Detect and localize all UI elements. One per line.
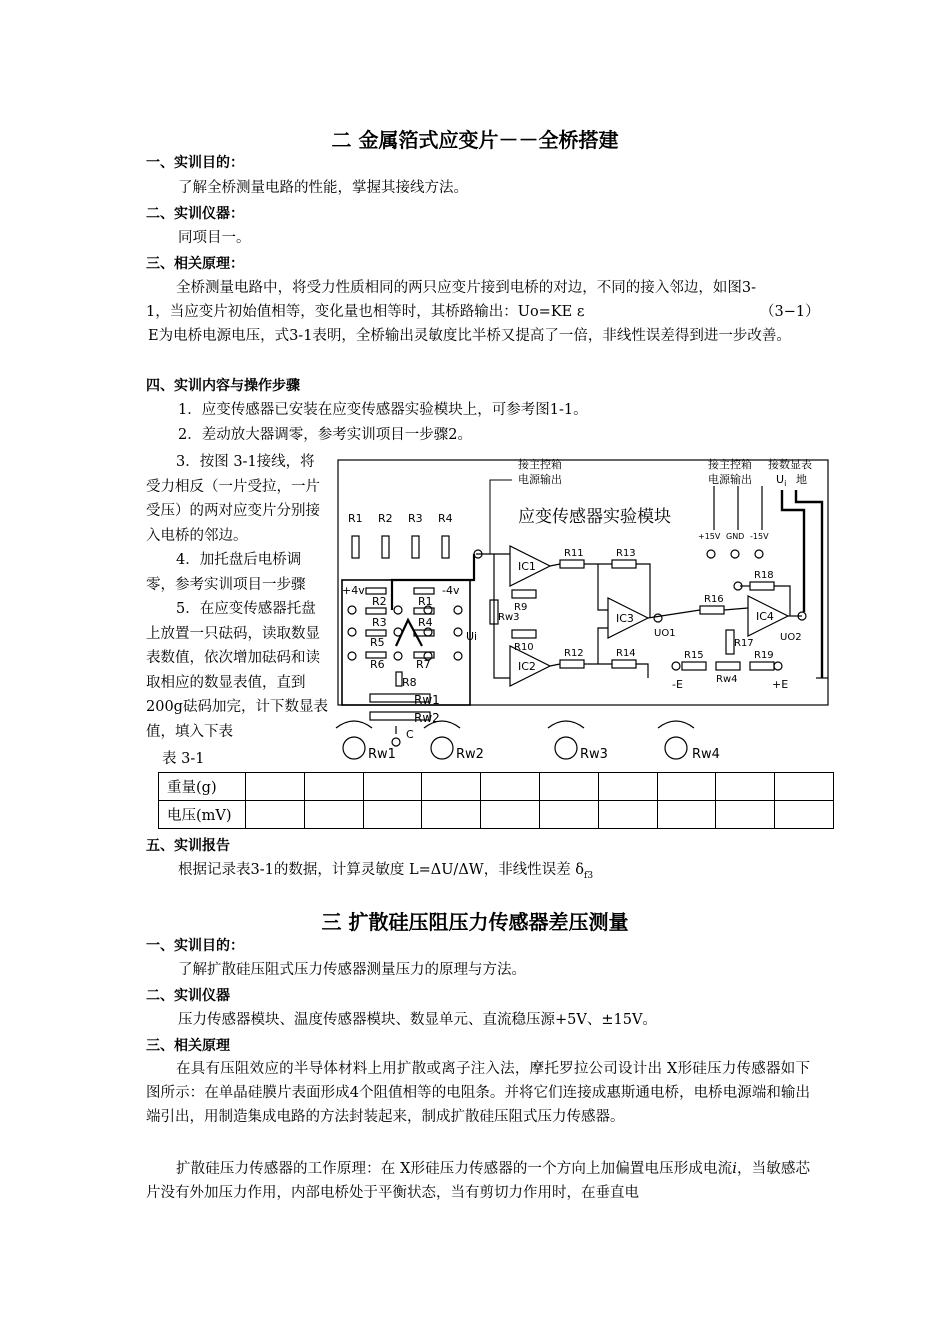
- table-cell[interactable]: [481, 801, 540, 829]
- working-text-b: ，当敏感芯片没有外加压力作用，内部电桥处于平衡状态，当有剪切力作用时，在垂直电: [146, 1161, 810, 1201]
- current-symbol: i: [732, 1161, 737, 1177]
- resistor: [560, 560, 584, 568]
- wire: [550, 664, 560, 666]
- wire: [490, 480, 512, 554]
- resistor: [560, 660, 584, 668]
- ui-label: Ui: [466, 630, 478, 643]
- wire: [598, 628, 608, 664]
- knob-rw1[interactable]: [343, 737, 365, 759]
- terminal[interactable]: [707, 550, 715, 558]
- adjustment-knobs: [336, 721, 720, 762]
- r12-label: R12: [564, 648, 584, 659]
- table-cell[interactable]: [422, 801, 481, 829]
- resistor: [700, 606, 724, 614]
- r9-label: R9: [514, 602, 528, 613]
- table-caption: 表 3-1: [162, 751, 205, 767]
- wire-display-ground: [796, 490, 822, 678]
- table-cell[interactable]: [657, 801, 716, 829]
- r13-label: R13: [616, 548, 636, 559]
- step-5: 5．在应变传感器托盘上放置一只砝码，读取数显表数值，依次增加砝码和读取相应的数显表值，直到200g砝码加完，计下数显表值，填入下表: [146, 601, 328, 740]
- conn-power-line1: 接主控箱: [518, 458, 562, 471]
- bridge-terminals: [348, 554, 474, 746]
- r8-label: R8: [402, 676, 417, 689]
- knob-arc: [548, 721, 584, 728]
- row-label-voltage: 电压(mV): [159, 801, 246, 829]
- strain-gauge-r2: [382, 536, 389, 558]
- section3-title: 三 扩散硅压阻压力传感器差压测量: [321, 910, 629, 934]
- ic3-label: IC3: [616, 612, 634, 625]
- display-ui-label: $U_i$: [776, 473, 787, 488]
- section2-purpose-text: 了解全桥测量电路的性能，掌握其接线方法。: [178, 180, 468, 196]
- section2-report-text: [178, 858, 593, 888]
- plus-e-label: +E: [772, 678, 789, 691]
- strain-gauges: [348, 512, 453, 558]
- table-row: [159, 801, 834, 829]
- ic2-label: IC2: [518, 660, 536, 673]
- module-title: 应变传感器实验模块: [518, 507, 671, 527]
- strain-gauge-r3: [412, 536, 419, 558]
- supply-plus15: +15V: [698, 532, 721, 541]
- section3-heading-principle: 三、相关原理: [146, 1038, 230, 1054]
- r11-label: R11: [564, 548, 584, 559]
- section2-heading-purpose: 一、实训目的：: [146, 155, 244, 171]
- conn-power2-line2: 电源输出: [708, 473, 752, 486]
- potentiometer-rw4: [716, 662, 740, 670]
- table-cell[interactable]: [246, 773, 305, 801]
- wire: [724, 608, 748, 610]
- table-cell[interactable]: [598, 773, 657, 801]
- terminal[interactable]: [348, 606, 356, 614]
- table-cell[interactable]: [246, 801, 305, 829]
- r18-label: R18: [754, 570, 774, 581]
- knob-rw3-label: Rw3: [580, 747, 608, 762]
- op-amps: [474, 546, 828, 691]
- section2-heading-principle: 三、相关原理：: [146, 256, 244, 272]
- resistor: [682, 662, 706, 670]
- terminal[interactable]: [348, 628, 356, 636]
- step-2: 2．差动放大器调零，参考实训项目一步骤2。: [178, 427, 472, 443]
- section2-heading-report: 五、实训报告: [146, 838, 230, 854]
- ic1-label: IC1: [518, 560, 536, 573]
- uo2-label: UO2: [780, 632, 802, 643]
- uo1-label: UO1: [654, 628, 676, 639]
- table-cell[interactable]: [363, 773, 422, 801]
- terminal[interactable]: [348, 652, 356, 660]
- table-cell[interactable]: [304, 801, 363, 829]
- r19-label: R19: [754, 650, 774, 661]
- table-cell[interactable]: [363, 801, 422, 829]
- table-cell[interactable]: [657, 773, 716, 801]
- plus4v-label: +4v: [342, 584, 365, 597]
- terminal[interactable]: [731, 550, 739, 558]
- section3-working-principle: [146, 1157, 810, 1205]
- strain-gauge-r4: [442, 536, 449, 558]
- table-cell[interactable]: [481, 773, 540, 801]
- section3-principle-text: 在具有压阻效应的半导体材料上用扩散或离子注入法，摩托罗拉公司设计出 X形硅压力传感器如下图所示：在单晶硅膜片表面形成4个阻值相等的电阻条。并将它们连接成惠斯通电桥，电桥电源端和输出端引出，用制造集成电路的方法封装起来，制成扩散硅压阻式压力传感器。: [146, 1061, 810, 1125]
- table-cell[interactable]: [304, 773, 363, 801]
- table-row: [159, 773, 834, 801]
- table-cell[interactable]: [775, 801, 834, 829]
- section3-purpose-text: 了解扩散硅压阻式压力传感器测量压力的原理与方法。: [178, 962, 526, 978]
- minus4v-label: -4v: [442, 584, 460, 597]
- resistor: [512, 590, 536, 598]
- figure-3-1-circuit-diagram: [330, 450, 840, 770]
- bridge-r2-label: R2: [372, 595, 387, 608]
- report-text: 根据记录表3-1的数据，计算灵敏度 L=ΔU/ΔW，非线性误差 δ: [178, 862, 585, 878]
- terminal[interactable]: [392, 738, 400, 746]
- step-3: 3．按图 3-1接线，将受力相反（一片受拉，一片受压）的两对应变片分别接入电桥的邻边。: [146, 454, 320, 544]
- section2-title: 二 金属箔式应变片－－全桥搭建: [331, 128, 619, 152]
- knob-rw4-label: Rw4: [692, 747, 720, 762]
- section2-heading-instruments: 二、实训仪器：: [146, 206, 244, 222]
- strain-r1-label: R1: [348, 512, 363, 525]
- section3-heading-instruments: 二、实训仪器: [146, 988, 230, 1004]
- section2-principle-text: [146, 276, 756, 324]
- minus-e-label: -E: [672, 678, 683, 691]
- principle-text-a: 全桥测量电路中，将受力性质相同的两只应变片接到电桥的对边，不同的接入邻边，如图3-1，当应变片初始值相等，变化量也相等时，其桥路输出：Uo=KE ε: [146, 280, 756, 320]
- wire: [550, 564, 560, 566]
- table-cell[interactable]: [716, 773, 775, 801]
- table-cell[interactable]: [539, 773, 598, 801]
- resistor: [750, 582, 774, 590]
- resistor: [612, 560, 636, 568]
- strain-r3-label: R3: [408, 512, 423, 525]
- equation-number: （3−1）: [760, 304, 820, 320]
- terminal[interactable]: [394, 652, 402, 660]
- wire: [636, 564, 650, 618]
- wire: [774, 586, 790, 616]
- step-1: 1．应变传感器已安装在应变传感器实验模块上，可参考图1-1。: [178, 402, 588, 418]
- resistor: [750, 662, 774, 670]
- r17-label: R17: [734, 638, 754, 649]
- step-4: 4．加托盘后电桥调零，参考实训项目一步骤: [146, 552, 306, 593]
- table-cell[interactable]: [775, 773, 834, 801]
- resistor: [366, 588, 386, 594]
- knob-rw2[interactable]: [431, 737, 453, 759]
- resistor: [512, 630, 536, 638]
- rw3-label: Rw3: [498, 612, 520, 623]
- bridge-r1-label: R1: [418, 595, 433, 608]
- ic4-label: IC4: [756, 610, 774, 623]
- terminal[interactable]: [454, 652, 462, 660]
- r6-label: R6: [370, 658, 385, 671]
- wire: [598, 564, 608, 610]
- terminal-uo1[interactable]: [654, 614, 662, 622]
- report-subscript: f3: [584, 870, 594, 881]
- wire-display-ui: [782, 490, 804, 612]
- knob-rw3[interactable]: [555, 737, 577, 759]
- resistor: [612, 660, 636, 668]
- bridge-r4-label: R4: [418, 616, 433, 629]
- working-text-a: 扩散硅压力传感器的工作原理：在 X形硅压力传感器的一个方向上加偏置电压形成电流: [176, 1161, 733, 1177]
- knob-arc: [336, 721, 372, 728]
- section2-instruments-text: 同项目一。: [178, 230, 251, 246]
- wire-bridge: [392, 554, 474, 610]
- conn-power2-line1: 接主控箱: [708, 458, 752, 471]
- r14-label: R14: [616, 648, 636, 659]
- rw4-label: Rw4: [716, 674, 738, 685]
- capacitor-label: C: [406, 728, 414, 741]
- wire: [636, 664, 648, 678]
- knob-rw2-label: Rw2: [456, 747, 484, 762]
- r10-label: R10: [514, 642, 534, 653]
- resistor: [726, 630, 734, 654]
- strain-gauge-r1: [352, 536, 359, 558]
- supply-gnd: GND: [726, 532, 745, 541]
- strain-r4-label: R4: [438, 512, 453, 525]
- conn-display-line1: 接数显表: [768, 458, 812, 471]
- r5-label: R5: [370, 636, 385, 649]
- data-table-3-1: [158, 772, 834, 829]
- conn-power-line2: 电源输出: [518, 473, 562, 486]
- r15-label: R15: [684, 650, 704, 661]
- section3-instruments-text: 压力传感器模块、温度传感器模块、数显单元、直流稳压源+5V、±15V。: [178, 1012, 657, 1028]
- supply-minus15: -15V: [750, 532, 769, 541]
- knob-rw4[interactable]: [665, 737, 687, 759]
- table-cell[interactable]: [716, 801, 775, 829]
- terminal[interactable]: [774, 662, 782, 670]
- r7-label: R7: [416, 658, 431, 671]
- terminal[interactable]: [424, 628, 432, 636]
- terminal[interactable]: [454, 628, 462, 636]
- r16-label: R16: [704, 594, 724, 605]
- table-cell[interactable]: [539, 801, 598, 829]
- table-cell[interactable]: [598, 801, 657, 829]
- knob-arc: [658, 721, 694, 728]
- section2-principle-text-b: E为电桥电源电压，式3-1表明，全桥输出灵敏度比半桥又提高了一倍，非线性误差得到进一步改善。: [148, 328, 791, 344]
- bridge-r3-label: R3: [372, 616, 387, 629]
- strain-r2-label: R2: [378, 512, 393, 525]
- terminal[interactable]: [672, 662, 680, 670]
- resistor: [414, 588, 434, 594]
- section3-heading-purpose: 一、实训目的：: [146, 938, 244, 954]
- terminal[interactable]: [394, 606, 402, 614]
- conn-display-ground: 地: [796, 473, 807, 486]
- terminal[interactable]: [755, 550, 763, 558]
- table-cell[interactable]: [422, 773, 481, 801]
- rw2-label: Rw2: [414, 711, 440, 725]
- rw1-label: Rw1: [414, 693, 440, 707]
- knob-rw1-label: Rw1: [368, 747, 396, 762]
- terminal[interactable]: [454, 606, 462, 614]
- section2-heading-steps: 四、实训内容与操作步骤: [146, 378, 300, 394]
- row-label-weight: 重量(g): [159, 773, 246, 801]
- resistor: [366, 608, 386, 614]
